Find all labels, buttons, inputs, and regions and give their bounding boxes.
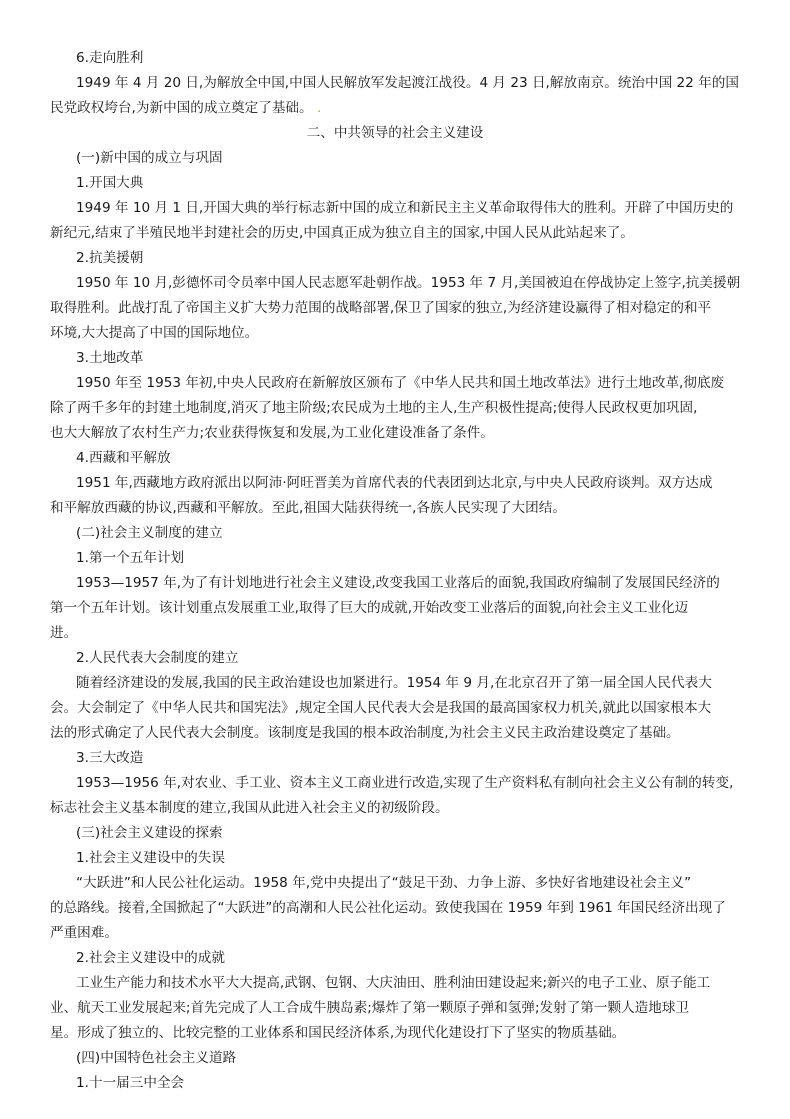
part-heading-4: (四)中国特色社会主义道路 [76, 1050, 237, 1066]
paragraph-line: 也大大解放了农村生产力;农业获得恢复和发展,为工业化建设准备了条件。 [50, 425, 494, 441]
chapter-title: 二、中共领导的社会主义建设 [306, 125, 484, 141]
paragraph-line: 进。 [50, 625, 78, 641]
subsection-heading: 1.社会主义建设中的失误 [76, 850, 225, 866]
paragraph-line: 严重困难。 [50, 925, 118, 941]
part-heading-2: (二)社会主义制度的建立 [76, 525, 223, 541]
subsection-heading: 2.抗美援朝 [76, 250, 144, 266]
paragraph-line: 取得胜利。此战打乱了帝国主义扩大势力范围的战略部署,保卫了国家的独立,为经济建设赢得了相对稳定的和平 [50, 300, 712, 316]
paragraph-line: 法的形式确定了人民代表大会制度。该制度是我国的根本政治制度,为社会主义民主政治建设奠定了基础。 [50, 725, 680, 741]
paragraph-line: 和平解放西藏的协议,西藏和平解放。至此,祖国大陆获得统一,各族人民实现了大团结。 [50, 500, 566, 516]
paragraph-line: 民党政权垮台,为新中国的成立奠定了基础。 . [50, 100, 322, 116]
paragraph-line: 1953—1956 年,对农业、手工业、资本主义工商业进行改造,实现了生产资料私有制向社会主义公有制的转变, [76, 775, 734, 791]
paragraph-line: 的总路线。接着,全国掀起了“大跃进”的高潮和人民公社化运动。致使我国在 1959 年到 1961 年国民经济出现了 [50, 900, 726, 916]
subsection-heading: 1.开国大典 [76, 175, 144, 191]
paragraph-line: 1950 年至 1953 年初,中央人民政府在新解放区颁布了《中华人民共和国土地改革法》进行土地改革,彻底废 [76, 375, 725, 391]
paragraph-line: “大跃进”和人民公社化运动。1958 年,党中央提出了“鼓足干劲、力争上游、多快好省地建设社会主义” [76, 875, 692, 891]
paragraph-line: 1949 年 10 月 1 日,开国大典的举行标志新中国的成立和新民主主义革命取得伟大的胜利。开辟了中国历史的 [76, 200, 734, 216]
paragraph-line: 新纪元,结束了半殖民地半封建社会的历史,中国真正成为独立自主的国家,中国人民从此站起来了。 [50, 225, 634, 241]
stray-mark: . [316, 100, 322, 116]
paragraph-line: 除了两千多年的封建土地制度,消灭了地主阶级;农民成为土地的主人,生产积极性提高;使得人民政权更加巩固, [50, 400, 698, 416]
paragraph-line: 标志社会主义基本制度的建立,我国从此进入社会主义的初级阶段。 [50, 800, 449, 816]
subsection-heading: 3.土地改革 [76, 350, 144, 366]
paragraph-line: 1950 年 10 月,彭德怀司令员率中国人民志愿军赴朝作战。1953 年 7 月,美国被迫在停战协定上签字,抗美援朝 [76, 275, 741, 291]
section-heading-victory: 6.走向胜利 [76, 50, 144, 66]
subsection-heading: 4.西藏和平解放 [76, 450, 171, 466]
paragraph-line: 环境,大大提高了中国的国际地位。 [50, 325, 259, 341]
subsection-heading: 3.三大改造 [76, 750, 144, 766]
paragraph-line: 1953—1957 年,为了有计划地进行社会主义建设,改变我国工业落后的面貌,我国政府编制了发展国民经济的 [76, 575, 720, 591]
paragraph-line: 会。大会制定了《中华人民共和国宪法》,规定全国人民代表大会是我国的最高国家权力机关,就此以国家根本大 [50, 700, 712, 716]
subsection-heading: 2.人民代表大会制度的建立 [76, 650, 239, 666]
paragraph-line: 星。形成了独立的、比较完整的工业体系和国民经济体系,为现代化建设打下了坚实的物质基础。 [50, 1025, 626, 1041]
paragraph-line: 随着经济建设的发展,我国的民主政治建设也加紧进行。1954 年 9 月,在北京召开了第一届全国人民代表大 [76, 675, 712, 691]
paragraph-line: 第一个五年计划。该计划重点发展重工业,取得了巨大的成就,开始改变工业落后的面貌,向社会主义工业化迈 [50, 600, 689, 616]
paragraph-line: 1951 年,西藏地方政府派出以阿沛·阿旺晋美为首席代表的代表团到达北京,与中央人民政府谈判。双方达成 [76, 475, 713, 491]
paragraph-line: 工业生产能力和技术水平大大提高,武钢、包钢、大庆油田、胜利油田建设起来;新兴的电子工业、原子能工 [76, 975, 711, 991]
part-heading-3: (三)社会主义建设的探索 [76, 825, 223, 841]
subsection-heading: 1.第一个五年计划 [76, 550, 185, 566]
subsection-heading: 2.社会主义建设中的成就 [76, 950, 225, 966]
paragraph-line: 业、航天工业发展起来;首先完成了人工合成牛胰岛素;爆炸了第一颗原子弹和氢弹;发射了第一颗人造地球卫 [50, 1000, 690, 1016]
subsection-heading: 1.十一届三中全会 [76, 1075, 185, 1091]
part-heading-1: (一)新中国的成立与巩固 [76, 150, 223, 166]
paragraph-line: 1949 年 4 月 20 日,为解放全中国,中国人民解放军发起渡江战役。4 月 23 日,解放南京。统治中国 22 年的国 [76, 75, 739, 91]
